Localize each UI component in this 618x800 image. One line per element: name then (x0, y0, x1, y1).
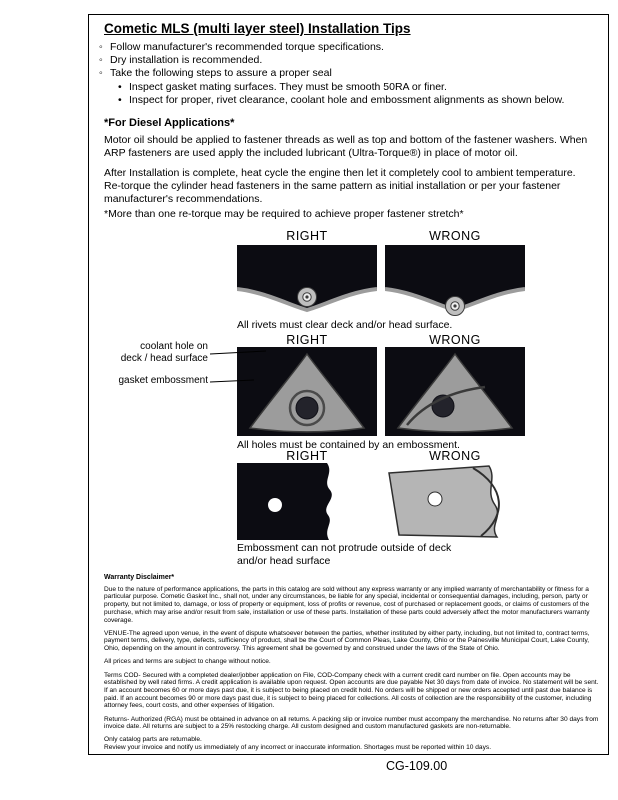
page-code: CG-109.00 (386, 759, 448, 773)
figure-holes-wrong (385, 347, 525, 436)
figure-rivets-right (237, 245, 377, 317)
gasket-embossment-callout: gasket embossment (118, 375, 208, 386)
callout-connector-lines (209, 345, 269, 389)
disclaimer-paragraph: Terms COD- Secured with a completed dealer/jobber application on File, COD-Company check with a current credit card number on file. Open accounts may be established by well rated firms. A credit application is available upon request. Open accounts are due payable Net 30 days from date of invoice. No statement will be sent. If an account becomes 60 or more days past due, it is subject to being placed on credit hold. No orders will be shipped or new orders accepted until past due balance is paid. If an account becomes 90 or more days past due, it is subject to being placed for collections. All costs of collection are the responsibility of the customer, including attorney fees, court costs, and other expenses of litigation. (104, 671, 599, 710)
disclaimer-paragraph: Only catalog parts are returnable. (104, 736, 202, 744)
tips-list (99, 41, 599, 107)
rivet-graphic (446, 297, 465, 316)
figure-label-wrong: WRONG (429, 229, 481, 243)
coolant-hole-graphic (296, 397, 318, 419)
list-item: ◦ Take the following steps to assure a proper seal (99, 67, 599, 80)
disclaimer-paragraph: All prices and terms are subject to change without notice. (104, 658, 271, 666)
figure-embossment-right (237, 463, 377, 540)
diesel-heading: *For Diesel Applications* (104, 117, 235, 129)
coolant-hole-callout: coolant hole on deck / head surface (120, 341, 208, 364)
holes-caption: All holes must be contained by an embossment. (237, 439, 460, 451)
figure-embossment-wrong (385, 463, 525, 540)
figure-label-wrong: WRONG (429, 333, 481, 347)
disclaimer-paragraph: Returns- Authorized (RGA) must be obtained in advance on all returns. A packing slip or invoice number must accompany the merchandise. No returns after 30 days from invoice date. All returns are subject to a 25% restocking charge. All custom designed and custom manufactured gaskets are non-returnable. (104, 715, 599, 731)
figure-rivets-wrong (385, 245, 525, 317)
figure-label-right: RIGHT (286, 333, 328, 347)
page-title: Cometic MLS (multi layer steel) Installation Tips (104, 21, 411, 36)
list-item-sub: • Inspect gasket mating surfaces. They must be smooth 50RA or finer. (118, 81, 599, 94)
disclaimer-paragraph: Due to the nature of performance applications, the parts in this catalog are sold without any express warranty or any implied warranty of merchantability or fitness for a particular purpose. Cometic Gasket Inc., shall not, under any circumstances, be liable for any special, incidental or consequential damages, including, person, party or property, but not limited to, damage, or loss of property or equipment, loss of profits or revenue, cost of purchased or replacement goods, or claims of customers of the purchase, which may arise and/or result from sale, installation or use of these parts. Installation of these parts could adversely affect the motor manufacturers warranty coverage. (104, 585, 590, 624)
diesel-paragraph-2: After Installation is complete, heat cycle the engine then let it completely cool to ambient temperature. Re-torque the cylinder head fasteners in the same pattern as initial installation or per your fastener manufacturer's recommendations. (104, 167, 576, 206)
disclaimer-paragraph: VENUE-The agreed upon venue, in the event of dispute whatsoever between the parties, whether instituted by either party, including, but not limited to, contract terms, payment terms, delivery, type, defects, sufficiency of product, shall be the Court of Common Pleas, Lake County, Ohio or the Painesville Municipal Court, Lake County, Ohio, depending on the amount in controversy. This agreement shall be governed by and construed under the laws of the State of Ohio. (104, 629, 590, 653)
rivets-caption: All rivets must clear deck and/or head surface. (237, 319, 453, 331)
warranty-heading: Warranty Disclaimer* (104, 574, 175, 581)
deck-graphic (389, 466, 498, 537)
list-item: ◦ Follow manufacturer's recommended torque specifications. (99, 41, 599, 54)
list-item-sub: • Inspect for proper, rivet clearance, coolant hole and embossment alignments as shown below. (118, 94, 599, 107)
gasket-graphic (237, 463, 332, 540)
bolt-hole-graphic (428, 492, 442, 506)
diesel-paragraph-1: Motor oil should be applied to fastener threads as well as top and bottom of the fastener washers. When ARP fasteners are used apply the included lubricant (Ultra-Torque®) in place of motor oil. (104, 134, 588, 160)
warranty-disclaimer (104, 574, 602, 757)
rivet-graphic (298, 288, 317, 307)
list-item: ◦ Dry installation is recommended. (99, 54, 599, 67)
disclaimer-paragraph: Review your invoice and notify us immediately of any incorrect or inaccurate information. Shortages must be reported within 10 days. (104, 744, 492, 752)
bolt-hole-graphic (268, 498, 282, 512)
figure-label-wrong: WRONG (429, 449, 481, 463)
embossment-caption: Embossment can not protrude outside of deck and/or head surface (237, 542, 452, 567)
figure-label-right: RIGHT (286, 229, 328, 243)
figure-label-right: RIGHT (286, 449, 328, 463)
retorque-note: *More than one re-torque may be required to achieve proper fastener stretch* (104, 208, 464, 220)
